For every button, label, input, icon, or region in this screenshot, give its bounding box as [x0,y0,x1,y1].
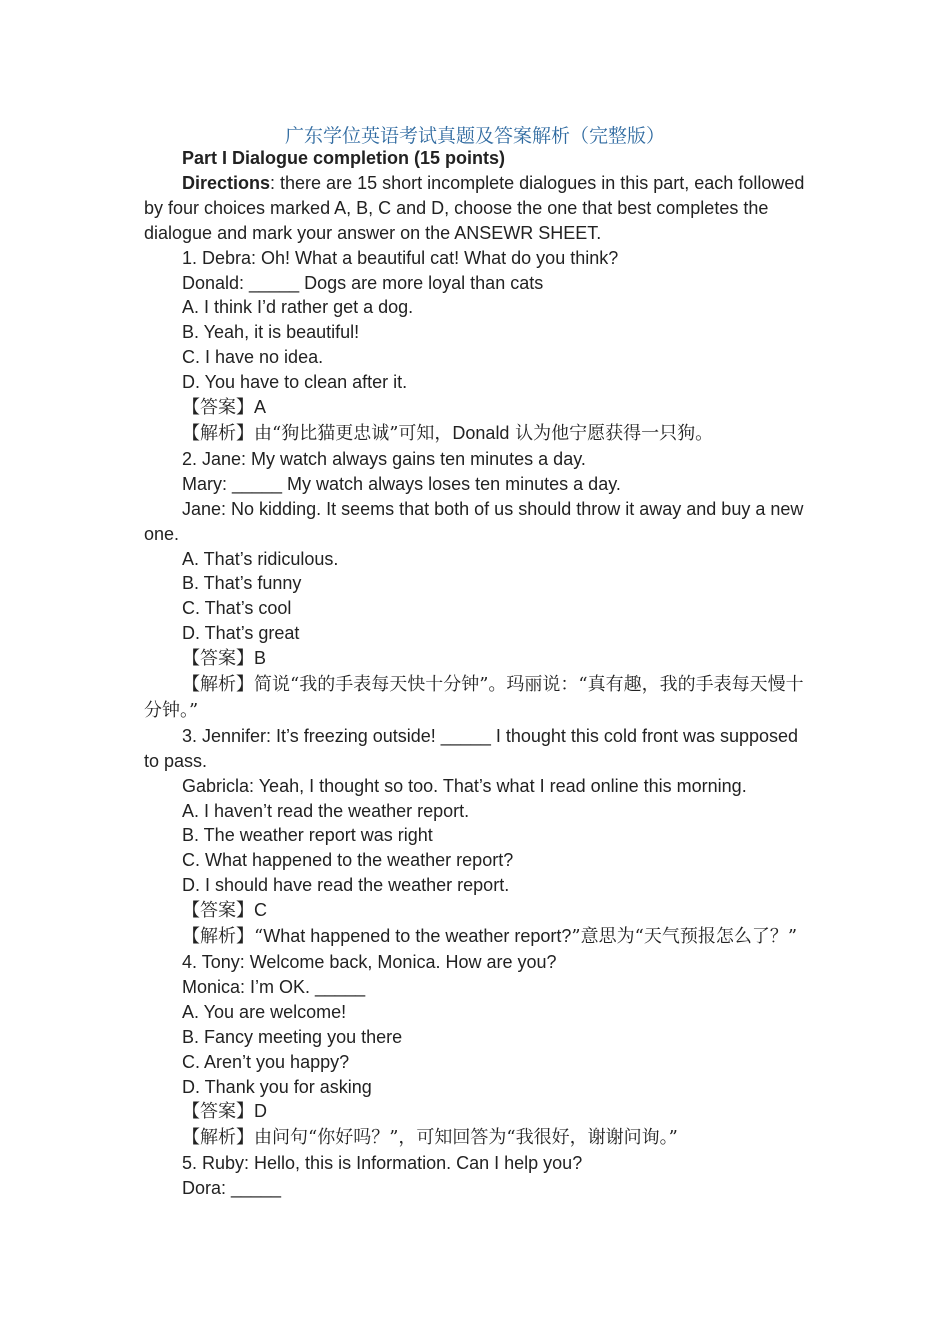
question-3-answer: 【答案】C [182,900,267,922]
question-2-option-a: A. That’s ridiculous. [182,548,339,569]
question-4-option-b: B. Fancy meeting you there [182,1026,403,1047]
question-2-line-3: Jane: No kidding. It seems that both of us should throw it away and buy a new one. [144,498,804,544]
question-4-line-1: 4. Tony: Welcome back, Monica. How are you? [182,952,557,972]
directions-paragraph [144,171,810,246]
directions-label: Directions [182,172,271,193]
question-1-analysis: 【解析】由“狗比猫更忠诚”可知，Donald 认为他宁愿获得一只狗。 [182,422,714,444]
question-5-line-1: 5. Ruby: Hello, this is Information. Can I help you? [182,1153,583,1174]
question-4-option-d: D. Thank you for asking [182,1076,372,1097]
question-4-analysis: 【解析】由问句“你好吗？”，可知回答为“我很好，谢谢问询。” [182,1127,678,1149]
question-1-line-2: Donald: _____ Dogs are more loyal than cats [182,272,544,293]
question-1-option-b: B. Yeah, it is beautiful! [182,322,360,343]
question-3-line-2: Gabricla: Yeah, I thought so too. That’s what I read online this morning. [182,775,747,796]
question-2-answer: 【答案】B [182,648,267,670]
document-title: 广东学位英语考试真题及答案解析（完整版） [284,125,665,147]
question-3-option-b: B. The weather report was right [182,825,433,846]
question-3-option-c: C. What happened to the weather report? [182,850,514,871]
question-1-option-a: A. I think I’d rather get a dog. [182,297,414,318]
question-1-line-1: 1. Debra: Oh! What a beautiful cat! What do you think? [182,247,619,268]
question-4-answer: 【答案】D [182,1101,267,1123]
question-2-line-1: 2. Jane: My watch always gains ten minutes a day. [182,448,586,469]
question-1-answer: 【答案】A [182,397,267,419]
question-3-line-1: 3. Jennifer: It’s freezing outside! _____ I thought this cold front was supposed to pass. [144,725,799,771]
question-4-line-2: Monica: I’m OK. _____ [182,976,366,997]
question-3-analysis: 【解析】“What happened to the weather report?”意思为“天气预报怎么了？” [182,926,798,948]
question-2-option-c: C. That’s cool [182,598,292,619]
question-2-option-b: B. That’s funny [182,573,302,594]
question-1-option-d: D. You have to clean after it. [182,372,408,393]
question-5-line-2: Dora: _____ [182,1178,282,1199]
document-body [144,146,810,1201]
question-3-option-a: A. I haven’t read the weather report. [182,800,470,821]
question-4-option-c: C. Aren’t you happy? [182,1051,350,1072]
question-2-line-2: Mary: _____ My watch always loses ten minutes a day. [182,473,621,494]
question-2-analysis: 【解析】简说“我的手表每天快十分钟”。玛丽说：“真有趣，我的手表每天慢十分钟。” [144,674,804,721]
part-heading: Part I Dialogue completion (15 points) [182,148,506,168]
question-1-option-c: C. I have no idea. [182,347,324,368]
question-4-option-a: A. You are welcome! [182,1001,347,1022]
question-3-option-d: D. I should have read the weather report. [182,875,510,896]
question-2-option-d: D. That’s great [182,623,300,644]
directions-text: : there are 15 short incomplete dialogues in this part, each followed by four choices marked A, B, C and D, choose the one that best completes the dialogue and mark your answer on the ANSEWR SHEET. [144,172,805,243]
